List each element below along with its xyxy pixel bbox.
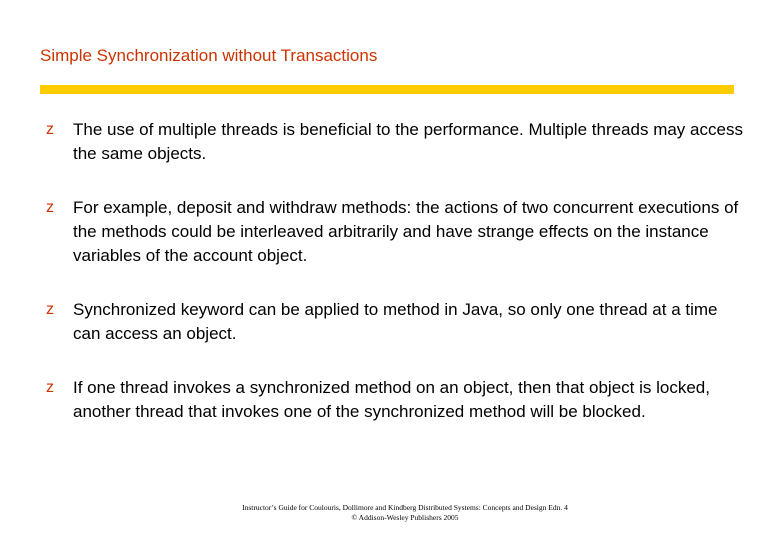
bullet-text: For example, deposit and withdraw methods: the actions of two concurrent executions of the methods could be interleaved arbitrarily and have strange effects on the instance variables of the account object. [73,198,739,265]
slide-footer [0,503,780,523]
bullet-list [46,118,746,454]
bullet-marker-icon: z [46,199,54,216]
title-underline-bar [40,85,734,94]
footer-copyright: © Addison-Wesley Publishers 2005 [351,513,459,522]
bullet-text: If one thread invokes a synchronized method on an object, then that object is locked, another thread that invokes one of the synchronized method will be blocked. [73,378,710,421]
bullet-item [46,118,746,166]
bullet-marker-icon: z [46,301,54,318]
bullet-marker-icon: z [46,121,54,138]
bullet-text: The use of multiple threads is beneficial to the performance. Multiple threads may access the same objects. [73,120,743,163]
footer-attribution: Instructor’s Guide for Coulouris, Dollimore and Kindberg Distributed Systems: Concepts and Design Edn. 4 [242,503,568,512]
slide-title: Simple Synchronization without Transactions [40,46,378,65]
bullet-text: Synchronized keyword can be applied to method in Java, so only one thread at a time can access an object. [73,300,718,343]
bullet-item [46,298,746,346]
bullet-item [46,196,746,268]
bullet-marker-icon: z [46,379,54,396]
bullet-item [46,376,746,424]
